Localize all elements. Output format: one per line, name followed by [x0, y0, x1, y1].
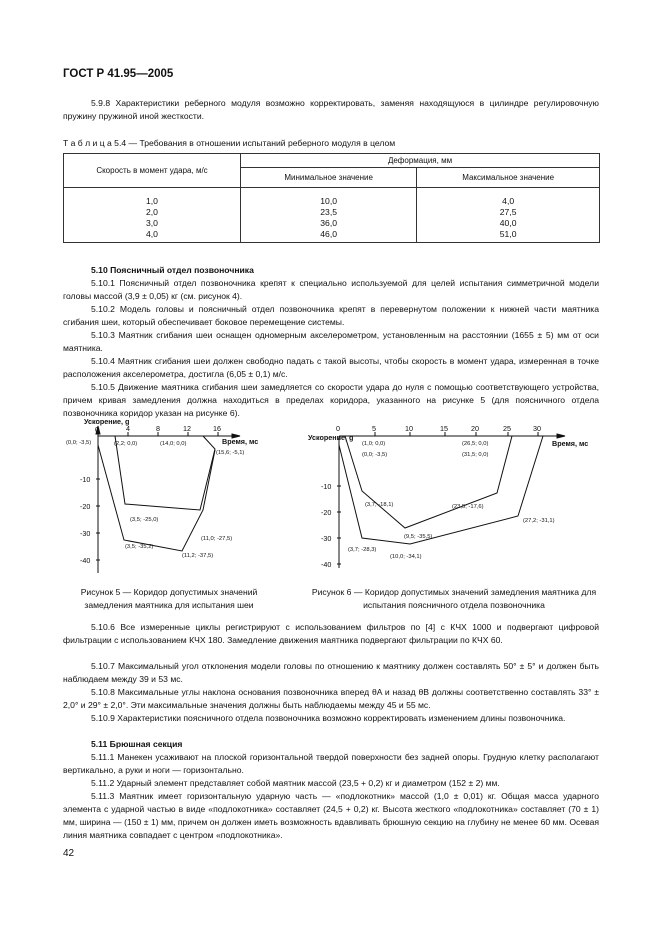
fig6-point-label: (1,0; 0,0) — [362, 441, 386, 447]
fig6-point-label: (3,7; -18,1) — [365, 502, 394, 508]
fig5-xtick-8: 8 — [156, 424, 160, 433]
fig6-xtick-20: 20 — [471, 424, 479, 433]
fig6-ytick-label-30: -30 — [321, 534, 332, 543]
fig5-ytick-label-20: -20 — [80, 502, 91, 511]
paragraph-5-10-9: 5.10.9 Характеристики поясничного отдела позвоночника возможно корректировать изменением длины позвоночника. — [91, 713, 566, 723]
fig6-xlabel: Время, мс — [552, 439, 589, 448]
fig5-ylabel: Ускорение, g — [84, 418, 130, 426]
fig5-xlabel: Время, мс — [222, 437, 259, 446]
fig5-xtick-0: 0 — [95, 425, 99, 434]
fig6-point-label: (10,0; -34,1) — [390, 554, 422, 560]
figure-6-caption: Рисунок 6 — Коридор допустимых значений замедления маятника для испытания поясничного отдела позвоночника — [311, 587, 597, 610]
col-min-header: Минимальное значение — [241, 168, 417, 188]
fig5-point-label: (11,0; -27,5) — [201, 536, 233, 542]
requirements-table — [63, 153, 600, 243]
paragraph-5-10-3: 5.10.3 Маятник сгибания шеи оснащен одномерным акселерометром, установленным на расстоянии (1655 ± 5) мм от оси маятника. — [63, 330, 599, 353]
fig5-point-label: (0,0; -3,5) — [66, 440, 92, 446]
col-deformation-header: Деформация, мм — [241, 154, 600, 168]
fig6-point-label: (3,7; -28,3) — [348, 547, 377, 553]
paragraph-5-11-1: 5.11.1 Манекен усаживают на плоской горизонтальной твердой поверхности без задней опоры. Грудную клетку располагают вертикально, а руки и ноги — горизонтально. — [63, 752, 599, 775]
fig6-point-label: (9,5; -35,5) — [404, 534, 433, 540]
fig6-xtick-0: 0 — [336, 424, 340, 433]
fig6-xtick-10: 10 — [405, 424, 413, 433]
fig6-point-label: (0,0; -3,5) — [362, 452, 388, 458]
min-values: 10,0 23,5 36,0 46,0 — [241, 188, 417, 243]
paragraph-5-10-7: 5.10.7 Максимальный угол отклонения модели головы по отношению к маятнику должен составлять 50° ± 5° и должен быть наблюдаем между 39 и 53 мс. — [63, 661, 599, 684]
paragraph-5-10-4: 5.10.4 Маятник сгибания шеи должен свободно падать с такой высоты, чтобы скорость в момент удара, измеренная в точке расположения акселерометра, достигла (6,05 ± 0,1) м/с. — [63, 356, 599, 379]
fig6-xtick-25: 25 — [503, 424, 511, 433]
fig6-ylabel: Ускорение, g — [308, 433, 354, 442]
fig5-point-label: (3,5; -25,0) — [130, 517, 159, 523]
figure-5-caption: Рисунок 5 — Коридор допустимых значений замедления маятника для испытания шеи — [80, 587, 258, 610]
col-speed-header: Скорость в момент удара, м/с — [64, 154, 241, 188]
fig5-ytick-label-30: -30 — [80, 529, 91, 538]
fig5-point-label: (14,0; 0,0) — [160, 441, 187, 447]
fig6-xtick-15: 15 — [440, 424, 448, 433]
figure-6-chart — [300, 418, 605, 583]
speed-values: 1,0 2,0 3,0 4,0 — [64, 188, 241, 243]
fig5-inner-corridor — [115, 436, 215, 510]
fig6-xtick-5: 5 — [372, 424, 376, 433]
fig6-point-label: (23,5; -17,6) — [452, 504, 484, 510]
fig5-xtick-12: 12 — [183, 424, 191, 433]
fig6-ytick-label-10: -10 — [321, 482, 332, 491]
document-header: ГОСТ Р 41.95—2005 — [63, 68, 174, 80]
fig6-point-label: (27,2; -31,1) — [523, 518, 555, 524]
figure-5-chart — [60, 418, 300, 583]
table-title: Т а б л и ц а 5.4 — Требования в отношении испытаний реберного модуля в целом — [63, 138, 396, 148]
paragraph-5-9-8: 5.9.8 Характеристики реберного модуля возможно корректировать, заменяя находящуюся в цилиндре регулировочную пружину пружиной иной жесткости. — [63, 98, 599, 121]
fig5-xtick-4: 4 — [126, 424, 130, 433]
page-number: 42 — [63, 848, 75, 859]
fig6-xtick-30: 30 — [533, 424, 541, 433]
paragraph-5-10-1: 5.10.1 Поясничный отдел позвоночника крепят к специально используемой для целей испытания симметричной модели головы массой (3,9 ± 0,05) кг (см. рисунок 4). — [63, 278, 599, 301]
fig6-x-arrow — [557, 434, 565, 438]
fig6-point-label: (31,5; 0,0) — [462, 452, 489, 458]
fig5-point-label: (15,6; -5,1) — [216, 450, 245, 456]
max-values: 4,0 27,5 40,0 51,0 — [417, 188, 600, 243]
fig6-inner-corridor — [345, 436, 512, 528]
paragraph-5-10-5: 5.10.5 Движение маятника сгибания шеи замедляется со скорости удара до нуля с помощью соответствующего устройства, причем кривая замедления должна находиться в пределах коридора, указанного на рисунке 5 (для поясничного отдела позвоночника коридор указан на рисунке 6). — [63, 382, 599, 418]
fig5-xtick-16: 16 — [213, 424, 221, 433]
fig5-ytick-label-40: -40 — [80, 556, 91, 565]
fig6-ytick-label-20: -20 — [321, 508, 332, 517]
paragraph-5-11-2: 5.11.2 Ударный элемент представляет собой маятник массой (23,5 + 0,2) кг и диаметром (152 ± 2) мм. — [91, 778, 500, 788]
section-5-11-title: 5.11 Брюшная секция — [91, 739, 183, 749]
fig5-point-label: (2,2; 0,0) — [114, 441, 138, 447]
paragraph-5-10-8: 5.10.8 Максимальные углы наклона основания позвоночника вперед θA и назад θB должны соответственно составлять 33° ± 2,0° и 29° ± 2,0°. Эти максимальные значения должны быть наблюдаемы между 45 и 55 мс. — [63, 687, 599, 710]
fig5-point-label: (3,5; -35,2) — [125, 544, 154, 550]
section-5-10-title: 5.10 Поясничный отдел позвоночника — [91, 265, 254, 275]
fig6-ytick-label-40: -40 — [321, 560, 332, 569]
fig6-point-label: (26,5; 0,0) — [462, 441, 489, 447]
fig5-point-label: (11,2; -37,5) — [182, 553, 214, 559]
paragraph-5-10-6: 5.10.6 Все измеренные циклы регистрируют с использованием фильтров по [4] с КЧХ 1000 и подвергают цифровой фильтрации с использованием КЧХ 180. Замедление движения маятника подвергают фильтрации по КЧХ 60. — [63, 622, 599, 645]
paragraph-5-11-3: 5.11.3 Маятник имеет горизонтальную ударную часть — «подлокотник» массой (1,0 ± 0,01) кг. Общая масса ударного элемента с ударной частью в виде «подлокотника» составляет (24,5 + 0,2) кг. Высота жесткого «подлокотника» составляет (70 ± 1) мм, ширина — (150 ± 1) мм, причем он должен иметь возможность вдавливать брюшную секцию на глубину не менее 60 мм. Осевая линия маятника совпадает с центром «подлокотника». — [63, 791, 599, 840]
col-max-header: Максимальное значение — [417, 168, 600, 188]
fig5-ytick-label-10: -10 — [80, 475, 91, 484]
paragraph-5-10-2: 5.10.2 Модель головы и поясничный отдел позвоночника крепят в перевернутом положении к нижней части маятника сгибания шеи, который обеспечивает боковое перемещение системы. — [63, 304, 599, 327]
fig5-outer-corridor — [98, 445, 215, 551]
